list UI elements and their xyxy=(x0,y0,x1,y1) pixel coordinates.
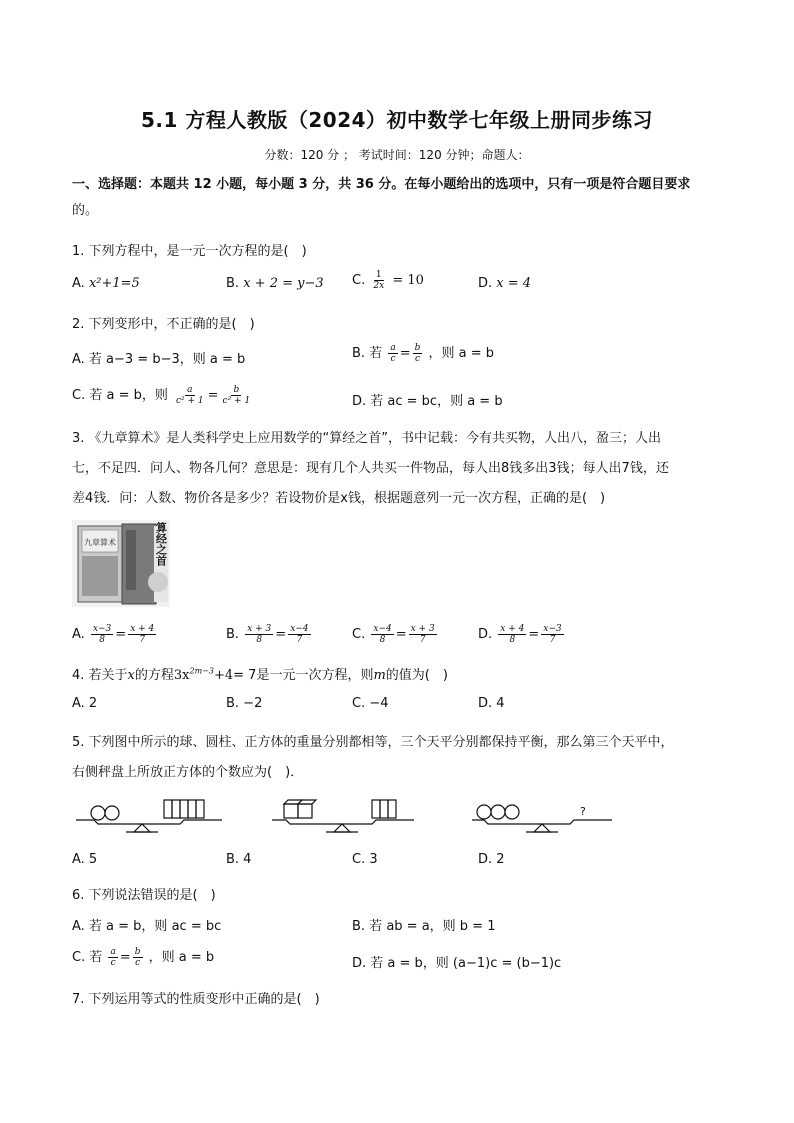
denominator: 8 xyxy=(256,635,263,645)
option-text: ，则 a = b xyxy=(148,950,215,965)
stem-line: 差4钱．问：人数、物价各是多少？若设物价是x钱，根据题意列一元一次方程，正确的是( ) xyxy=(72,491,606,506)
stem-line: 七，不足四．问人、物各几何？意思是：现有几个人共买一件物品，每人出8钱多出3钱；每人出7钱，还 xyxy=(72,461,669,476)
question-6-option-a: A. 若 a = b，则 ac = bc xyxy=(72,919,222,934)
denominator: c xyxy=(135,958,141,968)
question-1-option-c xyxy=(352,270,424,291)
fraction xyxy=(288,624,310,645)
option-letter: B. xyxy=(226,627,240,642)
question-2-option-c: C. 若 a = b，则 $\frac{a}{\text{c² + 1}}$ = $\frac{b}{\text{c² + 1}}$ xyxy=(72,385,251,406)
cylinder-icon xyxy=(380,800,388,818)
question-5-option-d: D. 2 xyxy=(478,852,505,867)
question-1-option-d xyxy=(478,276,531,291)
question-5-option-c: C. 3 xyxy=(352,852,378,867)
numerator: b xyxy=(414,343,421,353)
question-4-option-d: D. 4 xyxy=(478,696,505,711)
question-2-stem: 2. 下列变形中，不正确的是( ) xyxy=(72,317,255,332)
question-3-stem xyxy=(72,424,722,514)
variable: m xyxy=(373,668,386,683)
option-text: C. 若 a = b，则 xyxy=(72,388,168,403)
question-5-option-b: B. 4 xyxy=(226,852,252,867)
numerator: x−3 xyxy=(92,624,112,634)
cylinder-icon xyxy=(388,800,396,818)
fraction xyxy=(371,624,393,645)
ball-icon xyxy=(105,806,119,820)
denominator: 7 xyxy=(139,635,146,645)
question-4-option-a: A. 2 xyxy=(72,696,98,711)
denominator: 7 xyxy=(419,635,426,645)
option-text: B. 若 xyxy=(352,346,383,361)
numerator: a xyxy=(187,385,193,395)
fraction xyxy=(174,385,206,406)
denominator: c xyxy=(414,354,421,364)
question-1-option-a xyxy=(72,276,140,291)
denominator: c² + 1 xyxy=(222,396,251,406)
option-letter: D. xyxy=(478,627,493,642)
denominator: c² + 1 xyxy=(176,396,204,406)
question-5-option-a: A. 5 xyxy=(72,852,98,867)
question-6-stem: 6. 下列说法错误的是( ) xyxy=(72,888,216,903)
cylinder-icon xyxy=(188,800,196,818)
book-side-text: 算经之首 xyxy=(154,522,168,566)
stem-text: = 7是一元一次方程，则 xyxy=(233,668,374,683)
cube-icon xyxy=(298,804,312,818)
numerator: x + 3 xyxy=(410,624,435,634)
denominator: 8 xyxy=(379,635,386,645)
numerator: 1 xyxy=(375,270,382,280)
numerator: x−3 xyxy=(543,624,562,634)
question-4-option-b: B. −2 xyxy=(226,696,263,711)
fraction xyxy=(128,624,156,645)
question-6-option-c: C. 若 $\frac{a}{c}$ = $\frac{b}{c}$ ，则 a = b xyxy=(72,947,215,968)
fraction xyxy=(541,624,563,645)
denominator: c xyxy=(110,958,116,968)
question-1-option-b xyxy=(226,276,324,291)
option-text: x = 4 xyxy=(496,276,532,291)
page-title: 5.1 方程人教版（2024）初中数学七年级上册同步练习 xyxy=(140,108,654,132)
equals: = xyxy=(395,627,407,642)
question-3-option-d xyxy=(478,624,566,645)
section-heading-text: 一、选择题：本题共 12 小题，每小题 3 分，共 36 分。在每小题给出的选项中，只有一项是符合题目要求 xyxy=(72,177,691,192)
expression: +4 xyxy=(213,668,234,683)
fraction xyxy=(108,947,117,968)
ball-icon xyxy=(505,805,519,819)
jiuzhang-suanshu-book-image xyxy=(72,520,170,607)
variable: x xyxy=(127,668,135,683)
numerator: a xyxy=(110,947,116,957)
question-2-option-d: D. 若 ac = bc，则 a = b xyxy=(352,394,503,409)
cylinder-icon xyxy=(164,800,172,818)
option-text: ，则 a = b xyxy=(428,346,495,361)
fraction xyxy=(388,343,397,364)
balance-1 xyxy=(76,800,222,832)
option-letter: C. xyxy=(352,273,366,288)
fraction xyxy=(409,624,437,645)
question-3-option-c xyxy=(352,624,439,645)
exponent: 2m−3 xyxy=(189,666,214,676)
denominator: 8 xyxy=(99,635,105,645)
cylinder-icon xyxy=(172,800,180,818)
numerator: x−4 xyxy=(373,624,392,634)
question-2-option-a: A. 若 a−3 = b−3，则 a = b xyxy=(72,352,246,367)
ball-icon xyxy=(491,805,505,819)
option-text: x²+1=5 xyxy=(88,276,140,291)
cylinder-icon xyxy=(196,800,204,818)
stem-line: 3. 《九章算术》是人类科学史上应用数学的“算经之首”，书中记载：今有共买物，人出八，盈三；人出 xyxy=(72,431,662,446)
section-heading xyxy=(72,172,722,224)
numerator: b xyxy=(233,385,240,395)
expression: 3x xyxy=(173,668,190,683)
question-7-stem: 7. 下列运用等式的性质变形中正确的是( ) xyxy=(72,992,320,1007)
question-4-option-c: C. −4 xyxy=(352,696,389,711)
numerator: x−4 xyxy=(290,624,309,634)
question-6-option-d: D. 若 a = b，则 (a−1)c = (b−1)c xyxy=(352,956,562,971)
balance-3 xyxy=(472,805,612,832)
option-letter: B. xyxy=(226,276,240,291)
denominator: c xyxy=(390,354,396,364)
exam-meta: 分数：120 分 ； 考试时间：120 分钟；命题人： xyxy=(264,148,530,162)
option-text: C. 若 xyxy=(72,950,103,965)
stem-text: 的方程 xyxy=(134,668,174,683)
question-mark: ? xyxy=(580,805,586,818)
cylinder-icon xyxy=(372,800,380,818)
numerator: b xyxy=(134,947,141,957)
fraction xyxy=(498,624,526,645)
book-title: 九章算术 xyxy=(84,538,116,547)
equals: = xyxy=(528,627,540,642)
question-5-stem xyxy=(72,728,722,788)
question-6-option-b: B. 若 ab = a，则 b = 1 xyxy=(352,919,496,934)
fraction xyxy=(133,947,143,968)
equals: = xyxy=(115,627,127,642)
denominator: 7 xyxy=(296,635,303,645)
ball-icon xyxy=(91,806,105,820)
denominator: 7 xyxy=(549,635,556,645)
stem-line: 右侧秤盘上所放正方体的个数应为( )． xyxy=(72,765,304,780)
cylinder-icon xyxy=(180,800,188,818)
denominator: 8 xyxy=(509,635,516,645)
fraction xyxy=(245,624,273,645)
section-heading-tail: 的。 xyxy=(72,203,99,218)
option-text: x + 2 = y−3 xyxy=(243,276,324,291)
equals: = xyxy=(275,627,287,642)
option-letter: D. xyxy=(478,276,493,291)
stem-text: 的值为( ) xyxy=(385,668,448,683)
question-3-option-a xyxy=(72,624,158,645)
balance-2 xyxy=(272,800,414,832)
question-2-option-b: B. 若 $\frac{a}{c}$ = $\frac{b}{c}$ ，则 a = b xyxy=(352,343,495,364)
denominator: 2x xyxy=(373,281,385,291)
balance-diagrams xyxy=(72,790,632,836)
stem-text: 4. 若关于 xyxy=(72,668,128,683)
numerator: a xyxy=(390,343,396,353)
numerator: x + 4 xyxy=(130,624,155,634)
cube-icon xyxy=(284,804,298,818)
stem-line: 5. 下列图中所示的球、圆柱、正方体的重量分别都相等，三个天平分别都保持平衡，那么第三个天平中， xyxy=(72,735,674,750)
question-4-stem xyxy=(72,664,448,683)
question-1-stem: 1. 下列方程中，是一元一次方程的是( ) xyxy=(72,244,307,259)
option-letter: A. xyxy=(72,276,85,291)
option-letter: A. xyxy=(72,627,85,642)
fraction xyxy=(413,343,423,364)
question-3-option-b xyxy=(226,624,313,645)
ball-icon xyxy=(477,805,491,819)
numerator: x + 3 xyxy=(247,624,272,634)
option-letter: C. xyxy=(352,627,366,642)
option-text: = 10 xyxy=(392,273,424,288)
fraction xyxy=(221,385,253,406)
numerator: x + 4 xyxy=(500,624,525,634)
fraction xyxy=(371,270,386,291)
fraction xyxy=(91,624,113,645)
